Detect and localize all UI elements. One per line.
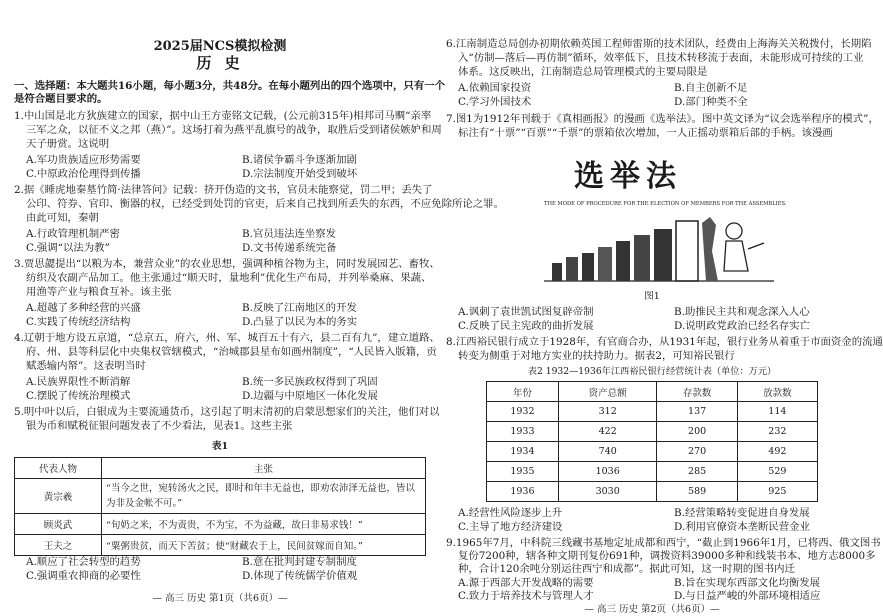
- option-b[interactable]: B.自主创新不足: [674, 82, 748, 94]
- subject-title: 历 史: [196, 54, 244, 72]
- question-line: 9.1965年7月，中科院三线藏书基地定址成都和西宁，“截止到1966年1月，已将西、俄文图书: [446, 537, 881, 549]
- table-cell: 492: [737, 442, 817, 462]
- option-c[interactable]: C.致力于培养技术与管理人才: [458, 590, 594, 602]
- cartoon-title: 选举法: [574, 159, 682, 194]
- table-1-caption: 表1: [211, 441, 229, 452]
- option-c[interactable]: C.摆脱了传统治理模式: [26, 390, 131, 402]
- option-d[interactable]: D.与日益严峻的外部环境相适应: [674, 590, 821, 602]
- page-footer: — 高三 历史 第1页（共6页）—: [152, 593, 288, 604]
- table-cell: 1932: [487, 402, 559, 422]
- question-line: 三军之众，以征不义之邦（燕）”。这场打着为燕平乱旗号的战争，取胜后受到诸侯嫉妒和周: [26, 124, 442, 136]
- table-row: [487, 442, 818, 462]
- option-c[interactable]: C.主导了地方经济建设: [458, 521, 563, 533]
- table-cell: 1036: [558, 462, 657, 482]
- option-a[interactable]: A.行政管理机制严密: [26, 228, 120, 240]
- table-cell: 740: [558, 442, 657, 462]
- question-line: 6.江南制造总局创办初期依赖英国工程师雷斯的技术团队，经费由上海海关关税拨付，长期陷: [446, 38, 872, 50]
- table-header-cell: 年份: [487, 382, 559, 402]
- option-b[interactable]: B.经营策略转变促进自身发展: [674, 507, 810, 519]
- option-a[interactable]: A.民族界限性不断消解: [26, 376, 131, 388]
- option-b[interactable]: B.统一多民族政权得到了巩固: [242, 376, 378, 388]
- table-cell: 529: [737, 462, 817, 482]
- option-c[interactable]: C.实践了传统经济结构: [26, 316, 131, 328]
- option-b[interactable]: B.意在批判封建专制制度: [242, 556, 357, 568]
- option-a[interactable]: A.依赖国家投资: [458, 82, 532, 94]
- option-d[interactable]: D.宗法制度开始受到破坏: [242, 168, 358, 180]
- table-cell: 1934: [487, 442, 559, 462]
- option-d[interactable]: D.说明政党政治已经名存实亡: [674, 320, 810, 332]
- option-b[interactable]: B.官员违法连坐察发: [242, 228, 337, 240]
- table-header-cell: 资产总额: [558, 382, 657, 402]
- table-cell: “粟粥贵贫，而天下苦贫；使“财藏农于上，民间贫嫁而自知。”: [102, 535, 426, 556]
- question-line: 赋悉输内帑”。这表明当时: [26, 360, 146, 372]
- figure-1-label: 图1: [644, 291, 660, 302]
- table-row: [15, 479, 426, 514]
- question-line: 用渔等产业与粮食互补。该主张: [26, 286, 172, 298]
- table-cell: [102, 479, 426, 514]
- option-a[interactable]: A.源于西部大开发战略的需要: [458, 577, 594, 589]
- option-a[interactable]: A.超越了多种经营的兴盛: [26, 302, 141, 314]
- table-cell: 925: [737, 482, 817, 502]
- option-d[interactable]: D.文书传递系统完备: [242, 242, 337, 254]
- option-a[interactable]: A.经营性风险逐步上升: [458, 507, 563, 519]
- option-a[interactable]: A.讽刺了袁世凯试图复辟帝制: [458, 306, 594, 318]
- cartoon-caption: THE MODE OF PROCEDURE FOR THE ELECTION OF MEMBERS FOR THE ASSEMBLIES.: [544, 201, 787, 207]
- table-cell: 1933: [487, 422, 559, 442]
- table-1: [14, 457, 426, 556]
- table-row: [487, 422, 818, 442]
- question-line: 1.中山国是北方狄族建立的国家，据中山王方壶铭文记载，(公元前315年)相邦司马赒“亲率: [14, 110, 432, 122]
- table-header-cell: 主张: [102, 458, 426, 479]
- table-cell: 114: [737, 402, 817, 422]
- option-c[interactable]: C.反映了民主宪政的曲折发展: [458, 320, 594, 332]
- table-cell: 顾炎武: [15, 514, 102, 535]
- option-c[interactable]: C.学习外国技术: [458, 96, 532, 108]
- option-d[interactable]: D.利用官僚资本垄断民营金业: [674, 521, 810, 533]
- table-header-row: [15, 458, 426, 479]
- question-line: 入“仿制—落后—再仿制”循环，效率低下，且技术转移流于表面，未能形成可持续的工业: [458, 52, 864, 64]
- table-row: [487, 462, 818, 482]
- option-d[interactable]: D.凸显了以民为本的务实: [242, 316, 358, 328]
- option-d[interactable]: D.部门种类不全: [674, 96, 748, 108]
- page-footer: — 高三 历史 第2页（共6页）—: [584, 604, 720, 615]
- exam-page-2: [446, 0, 883, 615]
- question-line: 种，合计120余吨分别运往西宁和成都”。据此可知，这一时期的图书内迁: [458, 563, 795, 575]
- table-header-cell: 放款数: [737, 382, 817, 402]
- question-line: 体系。这反映出，江南制造总局管理模式的主要局限是: [458, 66, 708, 78]
- table-cell-line: 为非及金帐不可。”: [106, 498, 183, 509]
- option-b[interactable]: B.助推民主共和观念深入人心: [674, 306, 810, 318]
- question-line: 7.图1为1912年刊载于《真相画报》的漫画《选举法》。图中英文译为“议会选举程序的模式”，: [446, 113, 879, 125]
- table-cell: “旬奶之米，不为责贵，不为宝，不为益藏，故曰非易求钱！”: [102, 514, 426, 535]
- question-line: 天子册赏。这说明: [26, 138, 110, 150]
- table-cell: 422: [558, 422, 657, 442]
- table-cell: 232: [737, 422, 817, 442]
- exam-title: 2025届NCS模拟检测: [153, 39, 287, 54]
- table-cell: 王夫之: [15, 535, 102, 556]
- table-row: [487, 482, 818, 502]
- table-header-row: [487, 382, 818, 402]
- question-line: 由此可知，秦朝: [26, 212, 99, 224]
- option-c[interactable]: C.强调重农抑商的必要性: [26, 570, 141, 582]
- table-2: [486, 381, 818, 502]
- table-cell: 589: [657, 482, 737, 502]
- table-2-caption: 表2 1932—1936年江西裕民银行经营统计表（单位：万元）: [527, 366, 777, 377]
- question-line: 4.辽朝于地方设五京道，“总京五，府六，州、军、城百五十有六，县二百有九”，建立道路、: [14, 332, 440, 344]
- question-line: 8.江西裕民银行成立于1928年，有官商合办，从1931年起，银行业务从着重于市面资金的流通: [446, 336, 883, 348]
- question-line: 纺织及农副产品加工。他主张通过“顺天时，量地利”优化生产布局，并列举桑麻、果蔬、: [26, 272, 432, 284]
- question-line: 公印、符券、官印、衡器的权，已经受到处罚的官吏，后来自己找到所丢失的东西，不应免除所论之罪。: [26, 198, 504, 210]
- option-c[interactable]: C.强调“以法为教”: [26, 242, 110, 254]
- table-header-cell: 代表人物: [15, 458, 102, 479]
- option-a[interactable]: A.顺应了社会转型的趋势: [26, 556, 141, 568]
- instructions-line-1: 一、选择题：本大题共16小题，每小题3分，共48分。在每小题列出的四个选项中，只有一个: [14, 80, 445, 92]
- table-row: [487, 402, 818, 422]
- instructions-line-2: 是符合题目要求的。: [14, 93, 108, 105]
- option-b[interactable]: B.诸侯争霸斗争逐渐加剧: [242, 154, 357, 166]
- table-cell-line: “当今之世，宛转汤火之民，即时和年丰无益也，即劝农沛泽无益也，皆以: [106, 483, 415, 494]
- table-row: [15, 535, 426, 556]
- option-d[interactable]: D.体现了传统儒学价值观: [242, 570, 358, 582]
- table-header-cell: 存款数: [657, 382, 737, 402]
- table-cell: 285: [657, 462, 737, 482]
- table-cell: 270: [657, 442, 737, 462]
- option-b[interactable]: B.旨在实现东西部文化均衡发展: [674, 577, 821, 589]
- table-row: [15, 514, 426, 535]
- election-cartoon-figure: [544, 145, 787, 285]
- question-line: 2.据《睡虎地秦墓竹简·法律答问》记载：挤开伪造的文书，官员未能察觉，罚二甲；丢失了: [14, 184, 433, 196]
- table-cell: 137: [657, 402, 737, 422]
- option-d[interactable]: D.边疆与中原地区一体化发展: [242, 390, 378, 402]
- table-cell: 200: [657, 422, 737, 442]
- option-a[interactable]: A.军功贵族适应形势需要: [26, 154, 141, 166]
- question-line: 转变为侧重于对地方实业的扶持助力。据表2，可知裕民银行: [458, 350, 735, 362]
- question-line: 复份7200种，辖各种文期刊复份691种，调拨资料39000多种和线装书本、地方志8000多: [458, 550, 876, 562]
- option-c[interactable]: C.中原政治伦理得到传播: [26, 168, 141, 180]
- table-cell: 1936: [487, 482, 559, 502]
- table-cell: 3030: [558, 482, 657, 502]
- question-line: 3.贾思勰提出“以粮为本，兼营众业”的农业思想，强调种植谷物为主，同时发展园艺、畜牧、: [14, 258, 440, 270]
- option-b[interactable]: B.反映了江南地区的开发: [242, 302, 357, 314]
- question-line: 标注有“十票”“百票”“千票”的票箱依次增加，一人正摇动票箱后部的手柄。该漫画: [458, 127, 833, 139]
- question-line: 5.明中叶以后，白银成为主要流通货币，这引起了明末清初的启蒙思想家们的关注，他们对以: [14, 406, 440, 418]
- ballot-boxes-illustration: [544, 211, 774, 285]
- table-cell: 1935: [487, 462, 559, 482]
- table-cell: 黄宗羲: [15, 479, 102, 514]
- question-line: 府、州、县等科层化中央集权管辖模式，“治城郡县星布如画州制度”，“人民皆入版籍，贡: [26, 346, 437, 358]
- table-cell: 312: [558, 402, 657, 422]
- question-line: 银为币和赋税征银问题发表了不少看法，见表1。这些主张: [26, 420, 293, 432]
